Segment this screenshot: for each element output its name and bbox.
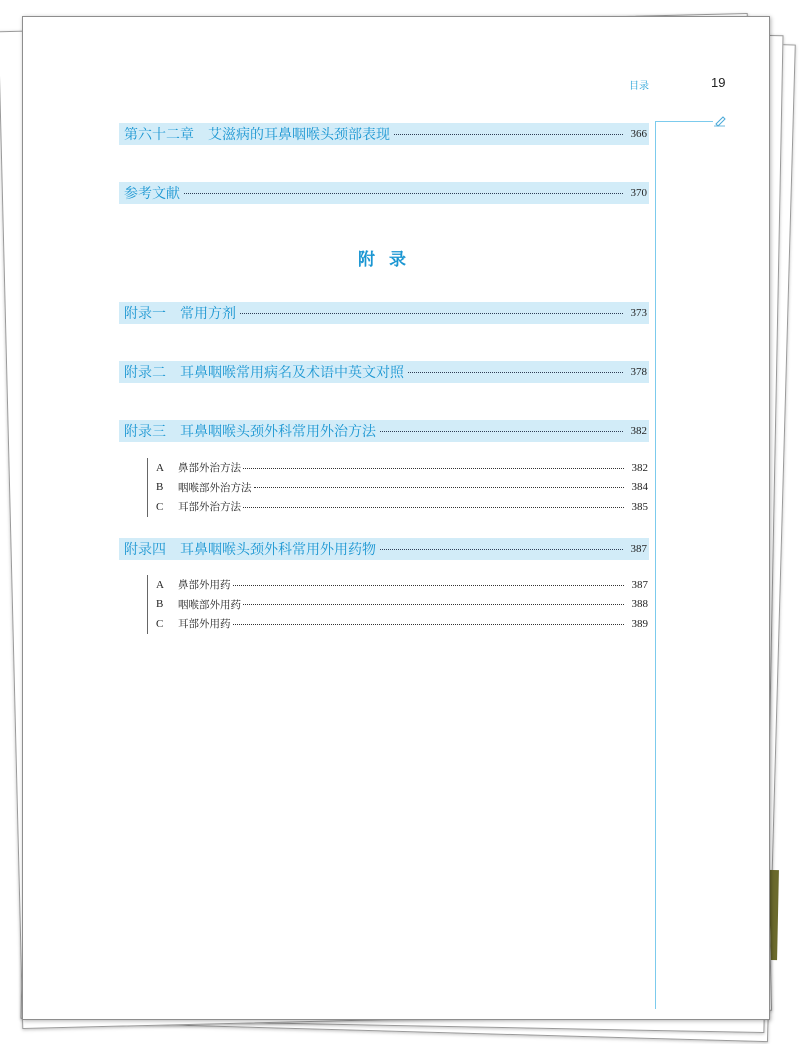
toc-entry-appendix-4[interactable] — [119, 538, 649, 560]
toc-entry-appendix-1[interactable] — [119, 302, 649, 324]
dot-leader — [184, 192, 623, 194]
running-head-page-number: 19 — [711, 75, 726, 90]
dot-leader — [408, 371, 623, 373]
toc-entry-page: 373 — [630, 307, 647, 319]
subentry-letter: B — [156, 598, 164, 611]
subentry-title: 耳部外用药 — [178, 618, 231, 631]
toc-entry-title: 附录一 常用方剂 — [124, 306, 236, 322]
toc-entry-page: 370 — [630, 187, 647, 199]
toc-subentry[interactable] — [148, 497, 650, 517]
running-head-section: 目录 — [629, 81, 649, 92]
toc-subentry[interactable] — [148, 614, 650, 634]
toc-entry-chapter-62[interactable] — [119, 123, 649, 145]
toc-subgroup-appendix-3 — [147, 458, 650, 517]
toc-entry-title: 附录三 耳鼻咽喉头颈外科常用外治方法 — [124, 424, 376, 440]
subentry-title: 鼻部外用药 — [178, 579, 231, 592]
toc-subentry[interactable] — [148, 575, 650, 595]
toc-entry-title: 第六十二章 艾滋病的耳鼻咽喉头颈部表现 — [124, 127, 390, 143]
subentry-title: 咽喉部外治方法 — [178, 481, 252, 494]
subentry-page: 388 — [631, 598, 648, 611]
dot-leader — [233, 623, 624, 625]
dot-leader — [380, 430, 623, 432]
toc-entry-title: 附录四 耳鼻咽喉头颈外科常用外用药物 — [124, 542, 376, 558]
margin-rule — [655, 121, 656, 1009]
dot-leader — [243, 467, 624, 469]
subentry-title: 咽喉部外用药 — [178, 598, 241, 611]
toc-entry-page: 366 — [630, 128, 647, 140]
toc-entry-title: 附录二 耳鼻咽喉常用病名及术语中英文对照 — [124, 365, 404, 381]
dot-leader — [254, 486, 624, 488]
subentry-page: 387 — [631, 578, 648, 591]
toc-entry-page: 378 — [630, 366, 647, 378]
toc-subentry[interactable] — [148, 478, 650, 498]
toc-entry-appendix-2[interactable] — [119, 361, 649, 383]
toc-entry-page: 382 — [630, 425, 647, 437]
toc-entry-page: 387 — [630, 543, 647, 555]
subentry-page: 385 — [631, 500, 648, 513]
dot-leader — [380, 548, 623, 550]
subentry-letter: A — [156, 578, 164, 591]
toc-entry-appendix-3[interactable] — [119, 420, 649, 442]
toc-subgroup-appendix-4 — [147, 575, 650, 634]
subentry-letter: B — [156, 481, 164, 494]
dot-leader — [243, 603, 624, 605]
toc-subentry[interactable] — [148, 595, 650, 615]
dot-leader — [243, 506, 624, 508]
subentry-page: 389 — [631, 617, 648, 630]
appendix-heading: 附 录 — [358, 250, 410, 270]
subentry-page: 384 — [631, 481, 648, 494]
subentry-page: 382 — [631, 461, 648, 474]
toc-subentry[interactable] — [148, 458, 650, 478]
subentry-title: 鼻部外治方法 — [178, 462, 241, 475]
subentry-letter: C — [156, 500, 164, 513]
toc-entry-references[interactable] — [119, 182, 649, 204]
subentry-title: 耳部外治方法 — [178, 501, 241, 514]
subentry-letter: C — [156, 617, 164, 630]
toc-page — [22, 16, 770, 1020]
dot-leader — [240, 312, 623, 314]
dot-leader — [394, 133, 623, 135]
subentry-letter: A — [156, 461, 164, 474]
dot-leader — [233, 584, 624, 586]
toc-entry-title: 参考文献 — [124, 186, 180, 202]
margin-rule-top — [655, 121, 713, 122]
pen-icon — [713, 113, 727, 127]
